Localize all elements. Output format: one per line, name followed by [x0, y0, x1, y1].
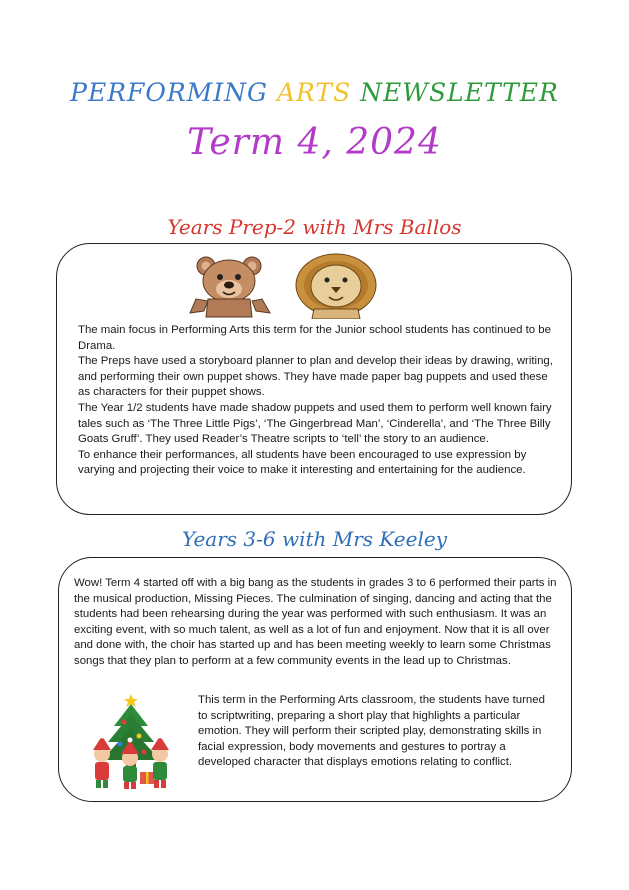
- junior-paragraph: The Year 1/2 students have made shadow puppets and used them to perform well known fairy tales such as ‘The Three Little Pigs’, ‘The Gingerbread Man’, ‘Cinderella’, and ‘The Three Billy Goats Gruff’. They used Reader’s Theatre scripts to ‘tell’ the story to an audience.: [78, 401, 552, 446]
- senior-paragraph-1: Wow! Term 4 started off with a big bang as the students in grades 3 to 6 performed their parts in the musical production, Missing Pieces. The culmination of singing, dancing and acting that the students had been rehearsing during the year was performed with such enthusiasm. It was an exciting event, with so much talent, as well as a lot of fun and enjoyment. Now that it is all over and done with, the choir has started up and has been meeting weekly to learn some Christmas songs that they plan to perform at a few community events in the lead up to Christmas.: [74, 577, 557, 667]
- newsletter-title: [0, 78, 629, 107]
- bear-puppet-icon: [190, 257, 270, 317]
- junior-paragraph: The Preps have used a storyboard planner to plan and develop their ideas by drawing, writing, and performing their own puppet shows. They have made paper bag puppets and used these as characters for their puppet shows.: [78, 355, 553, 399]
- children-icon: [93, 734, 169, 790]
- junior-paragraph: The main focus in Performing Arts this term for the Junior school students has continued to be Drama.: [78, 324, 551, 352]
- puppets-illustration: [186, 253, 386, 319]
- senior-section-heading: Years 3-6 with Mrs Keeley: [181, 527, 448, 551]
- junior-paragraph: To enhance their performances, all students have been encouraged to use expression by varying and projecting their voice to make it interesting and entertaining for the audience.: [78, 448, 527, 477]
- christmas-illustration: [84, 692, 178, 790]
- newsletter-term: Term 4, 2024: [187, 122, 442, 163]
- lion-puppet-icon: [296, 254, 376, 319]
- senior-paragraph-2: This term in the Performing Arts classroom, the students have turned to scriptwriting, preparing a short play that highlights a particular emotion. They will perform their scripted play, demonstrating skills in facial expression, body movements and gestures to portray a developed character that displays emotions relating to conflict.: [198, 694, 545, 769]
- title-word-performing: PERFORMING: [70, 78, 269, 107]
- junior-section-heading: Years Prep-2 with Mrs Ballos: [167, 215, 462, 239]
- junior-section-text: [78, 323, 556, 479]
- title-word-newsletter: NEWSLETTER: [360, 78, 559, 107]
- title-word-arts: ARTS: [276, 78, 352, 107]
